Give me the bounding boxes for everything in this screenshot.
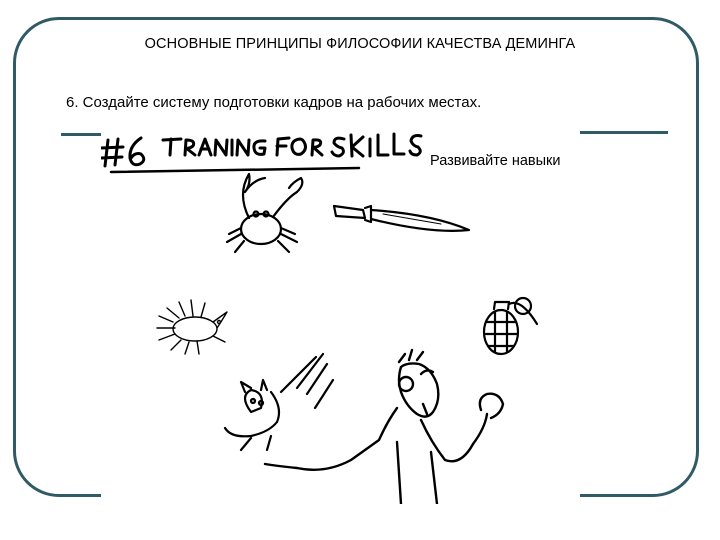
crab-drawing bbox=[227, 174, 302, 252]
hedgehog-drawing bbox=[157, 300, 227, 354]
slide-title: ОСНОВНЫЕ ПРИНЦИПЫ ФИЛОСОФИИ КАЧЕСТВА ДЕМИНГА bbox=[144, 36, 576, 52]
knife-drawing bbox=[334, 206, 469, 231]
divider-right bbox=[580, 131, 668, 134]
divider-left bbox=[61, 133, 101, 136]
slide-caption: Развивайте навыки bbox=[430, 153, 561, 169]
cat-drawing bbox=[225, 354, 333, 450]
handwritten-heading bbox=[101, 134, 421, 172]
slide-subtitle: 6. Создайте систему подготовки кадров на рабочих местах. bbox=[66, 94, 482, 111]
grenade-drawing bbox=[484, 298, 537, 354]
juggling-sketch-image bbox=[101, 122, 580, 504]
